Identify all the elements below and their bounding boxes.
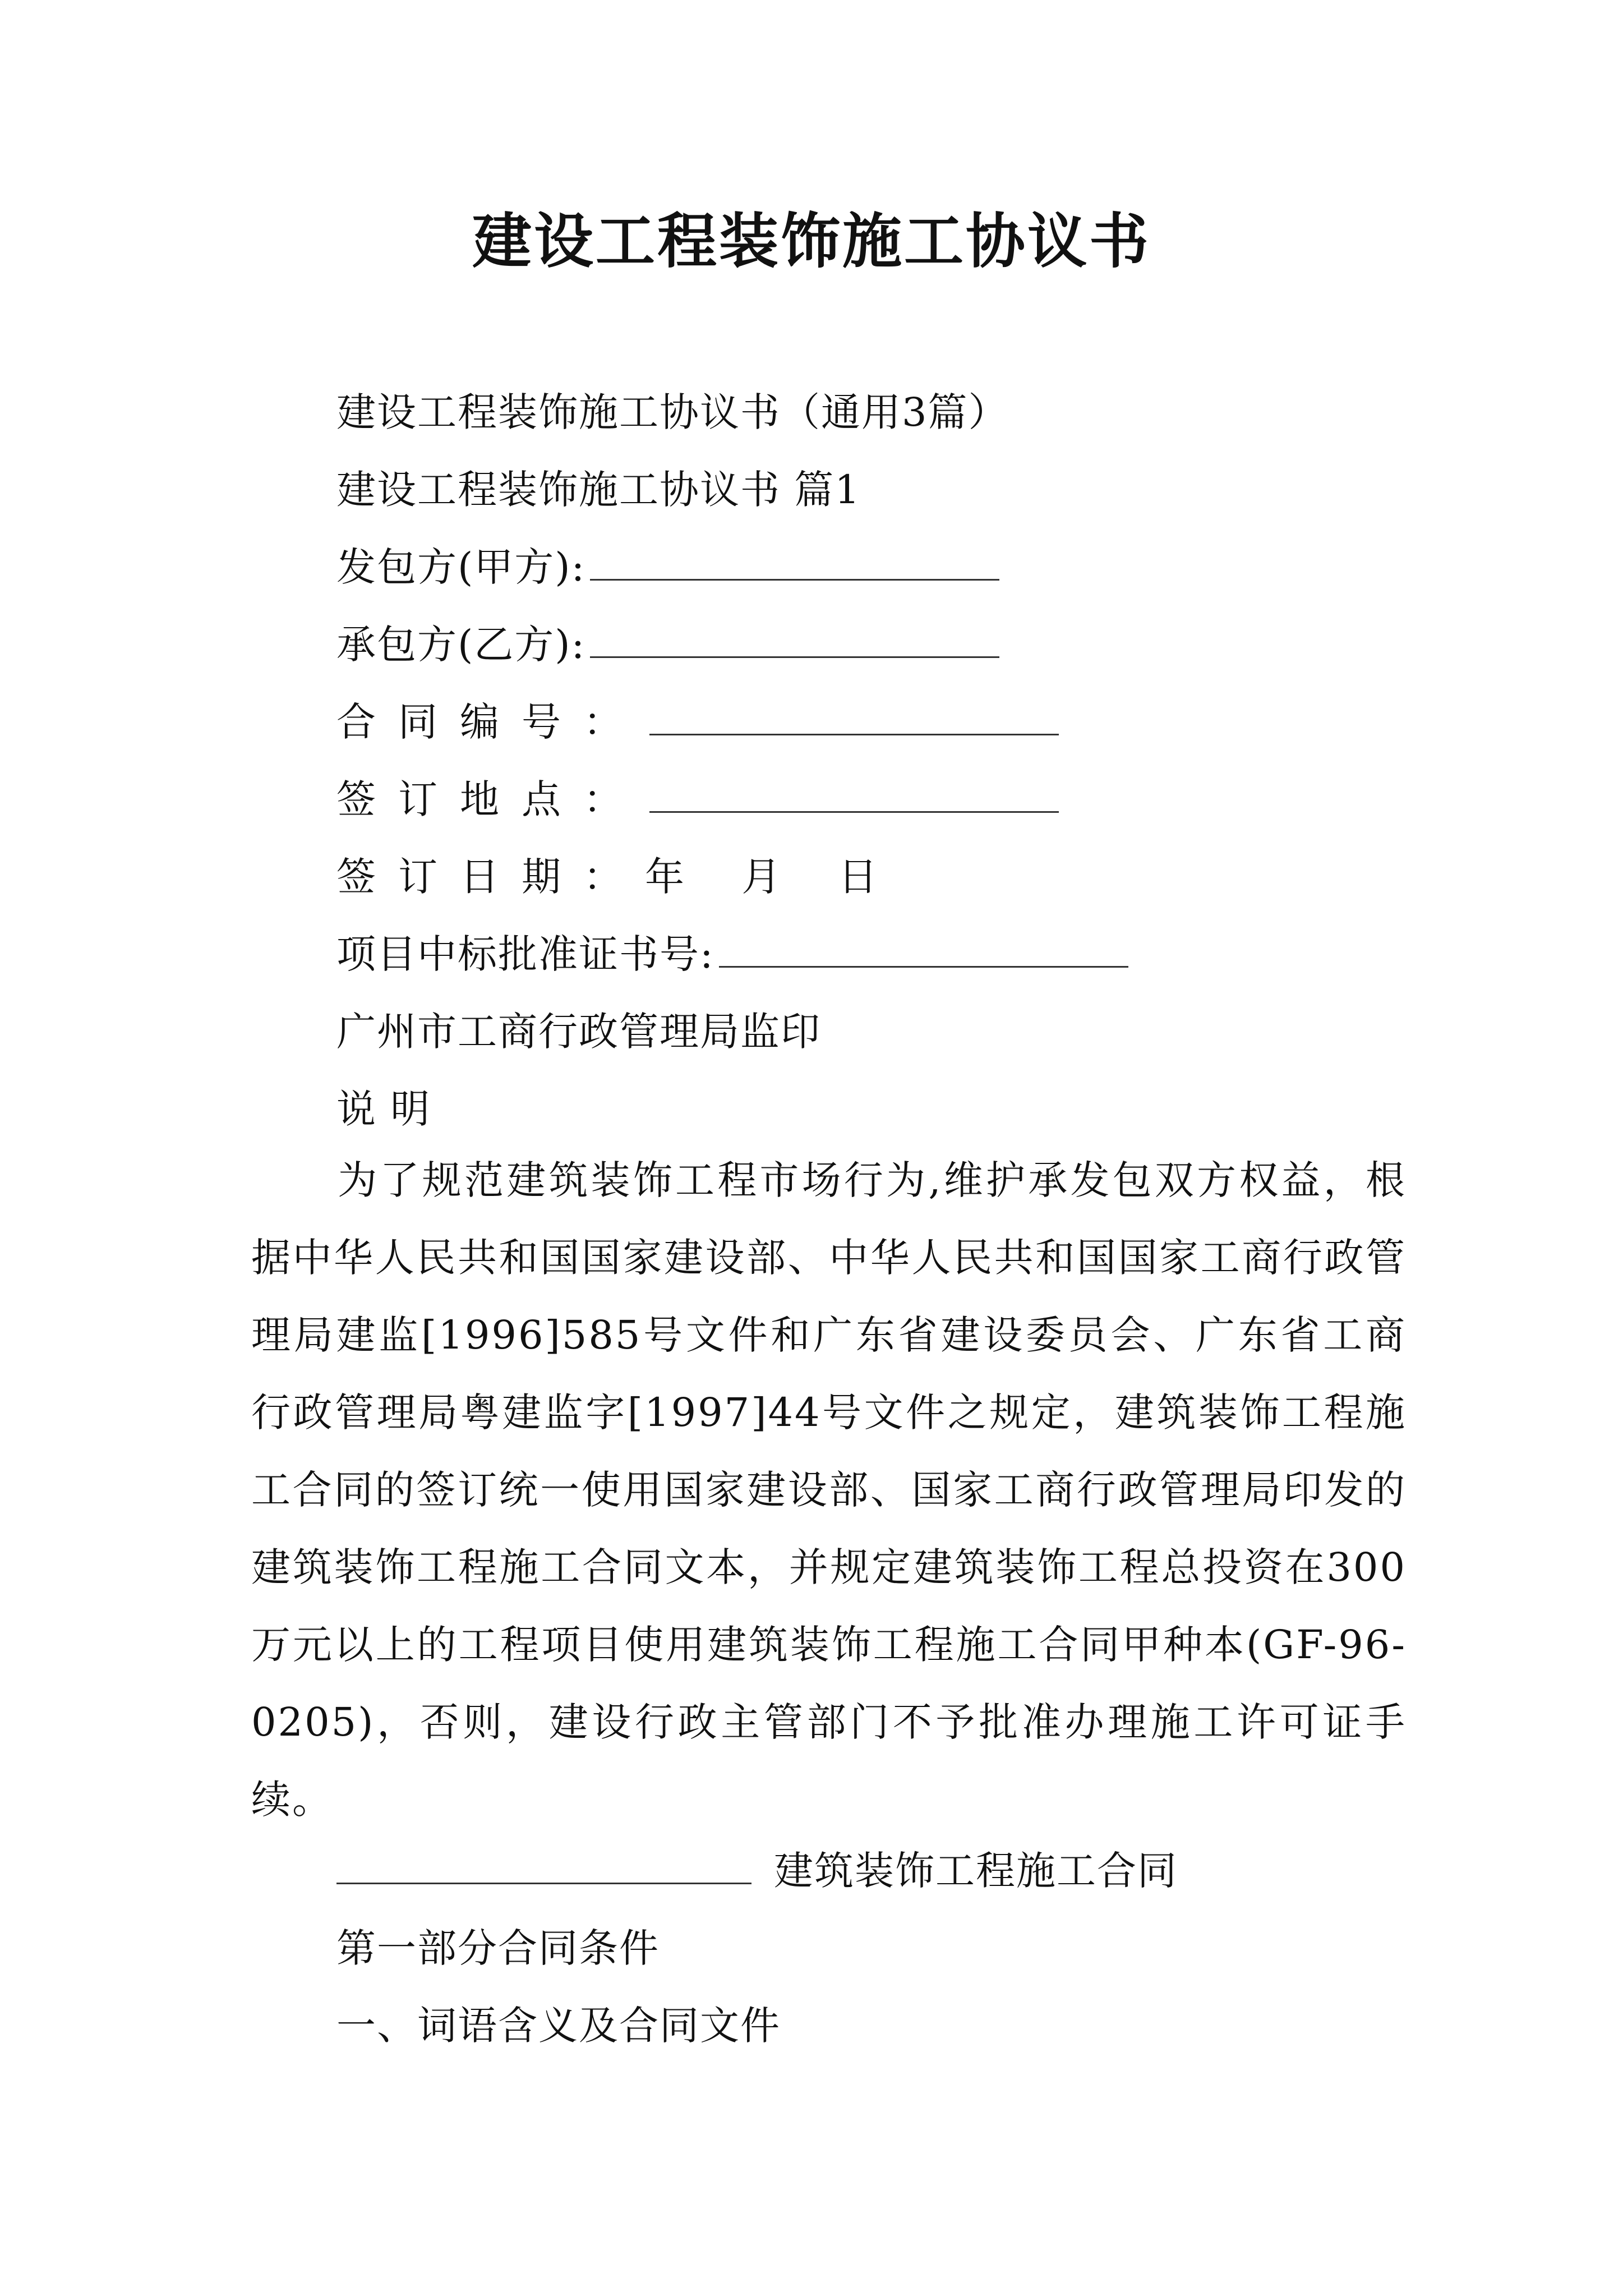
sign-place-field — [336, 774, 1059, 825]
contractor-label: 承包方(乙方): — [336, 622, 586, 668]
approval-no-blank — [719, 935, 1128, 968]
collection-title: 建设工程装饰施工协议书（通用3篇） — [336, 389, 1009, 435]
approval-no-label: 项目中标批准证书号: — [336, 931, 714, 977]
employer-blank — [590, 547, 999, 581]
section-one-heading: 一、词语含义及合同文件 — [336, 2003, 781, 2049]
employer-field — [336, 542, 999, 592]
approval-no-field — [336, 929, 1128, 979]
part-heading: 建设工程装饰施工协议书 篇1 — [336, 467, 861, 513]
contractor-blank — [590, 625, 999, 658]
contract-subtitle: 建筑装饰工程施工合同 — [774, 1848, 1178, 1894]
sign-place-label: 签订地点： — [336, 776, 645, 822]
sign-place-blank — [649, 780, 1059, 813]
sign-date-label: 签订日期： — [336, 854, 645, 900]
explanation-heading: 说 明 — [336, 1086, 431, 1132]
sign-date-value: 年 月 日 — [645, 854, 900, 900]
explanation-paragraph — [251, 1142, 1407, 1838]
explanation-text: 为了规范建筑装饰工程市场行为,维护承发包双方权益，根据中华人民共和国国家建设部、中华人民共和国国家工商行政管理局建监[1996]585号文件和广东省建设委员会、广东省工商行政管理局粤建监字[1997]44号文件之规定，建筑装饰工程施工合同的签订统一使用国家建设部、国家工商行政管理局印发的建筑装饰工程施工合同文本，并规定建筑装饰工程总投资在300万元以上的工程项目使用建筑装饰工程施工合同甲种本(GF-96-0205)，否则，建设行政主管部门不予批准办理施工许可证手续。 — [251, 1157, 1407, 1823]
supervision-line: 广州市工商行政管理局监印 — [336, 1009, 821, 1055]
contract-subtitle-line — [336, 1846, 1178, 1896]
sign-date-field — [336, 852, 900, 902]
contract-subtitle-blank — [336, 1851, 751, 1884]
employer-label: 发包方(甲方): — [336, 544, 586, 590]
document-title: 建设工程装饰施工协议书 — [472, 206, 1151, 276]
contract-no-label: 合同编号： — [336, 699, 645, 745]
contractor-field — [336, 619, 999, 670]
contract-no-blank — [649, 702, 1059, 735]
part-one-heading: 第一部分合同条件 — [336, 1925, 660, 1971]
contract-no-field — [336, 697, 1059, 747]
